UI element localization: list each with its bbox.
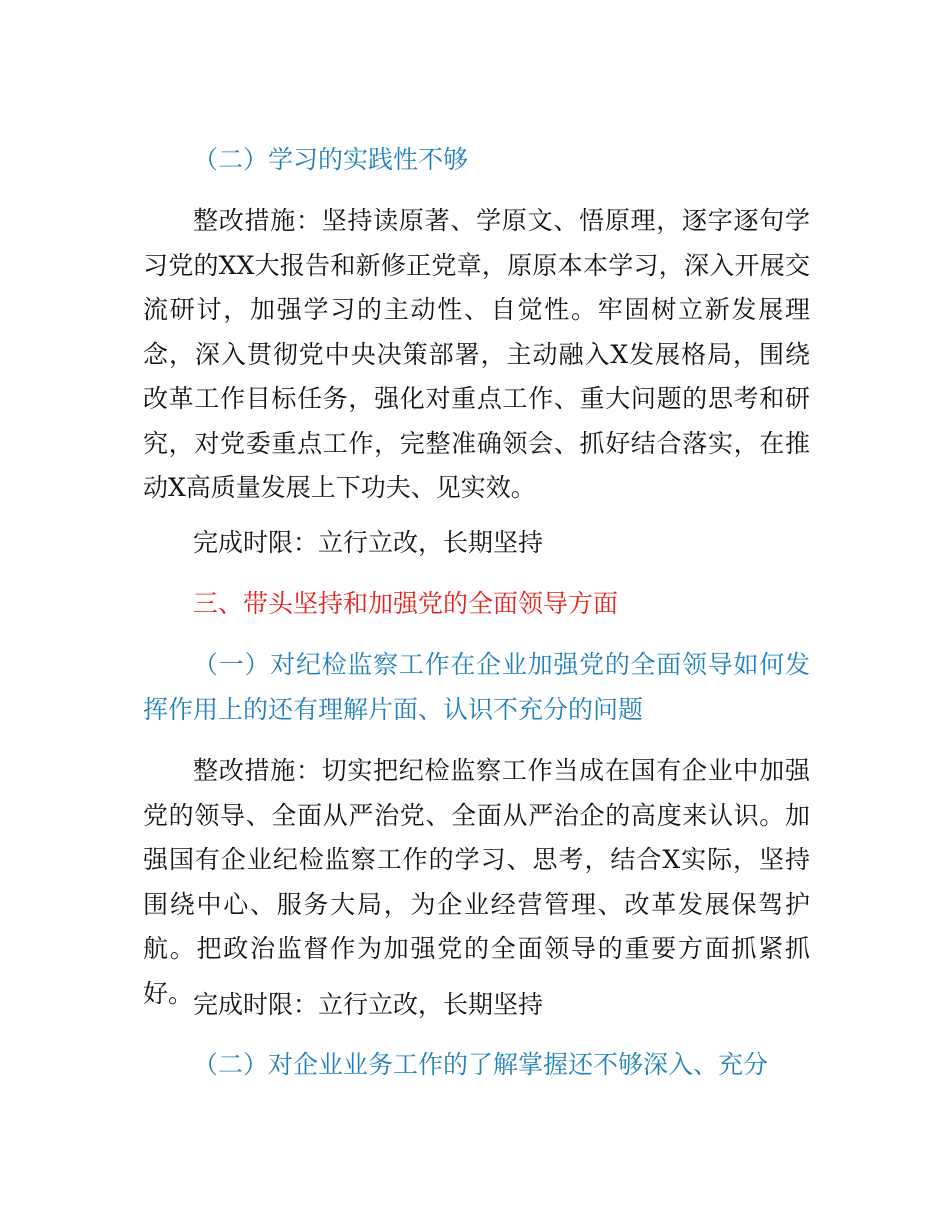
subheading-discipline-inspection: （一）对纪检监察工作在企业加强党的全面领导如何发挥作用上的还有理解片面、认识不充分的问题: [143, 650, 810, 724]
paragraph-deadline-2: 完成时限：立行立改，长期坚持: [193, 990, 544, 1019]
paragraph-deadline-1: 完成时限：立行立改，长期坚持: [193, 528, 544, 557]
subheading-study-practice: （二）学习的实践性不够: [193, 145, 469, 174]
subheading-business-understanding: （二）对企业业务工作的了解掌握还不够深入、充分: [193, 1050, 769, 1079]
paragraph-rectification-measures-2: 整改措施：切实把纪检监察工作当成在国有企业中加强党的领导、全面从严治党、全面从严治企的高度来认识。加强国有企业纪检监察工作的学习、思考，结合X实际，坚持围绕中心、服务大局，为企业经营管理、改革发展保驾护航。把政治监督作为加强党的全面领导的重要方面抓紧抓好。: [143, 756, 810, 1008]
paragraph-rectification-measures-1: 整改措施：坚持读原著、学原文、悟原理，逐字逐句学习党的XX大报告和新修正党章，原原本本学习，深入开展交流研讨，加强学习的主动性、自觉性。牢固树立新发展理念，深入贯彻党中央决策部署，主动融入X发展格局，围绕改革工作目标任务，强化对重点工作、重大问题的思考和研究，对党委重点工作，完整准确领会、抓好结合落实，在推动X高质量发展上下功夫、见实效。: [143, 206, 810, 502]
section-heading-three: 三、带头坚持和加强党的全面领导方面: [193, 589, 619, 618]
